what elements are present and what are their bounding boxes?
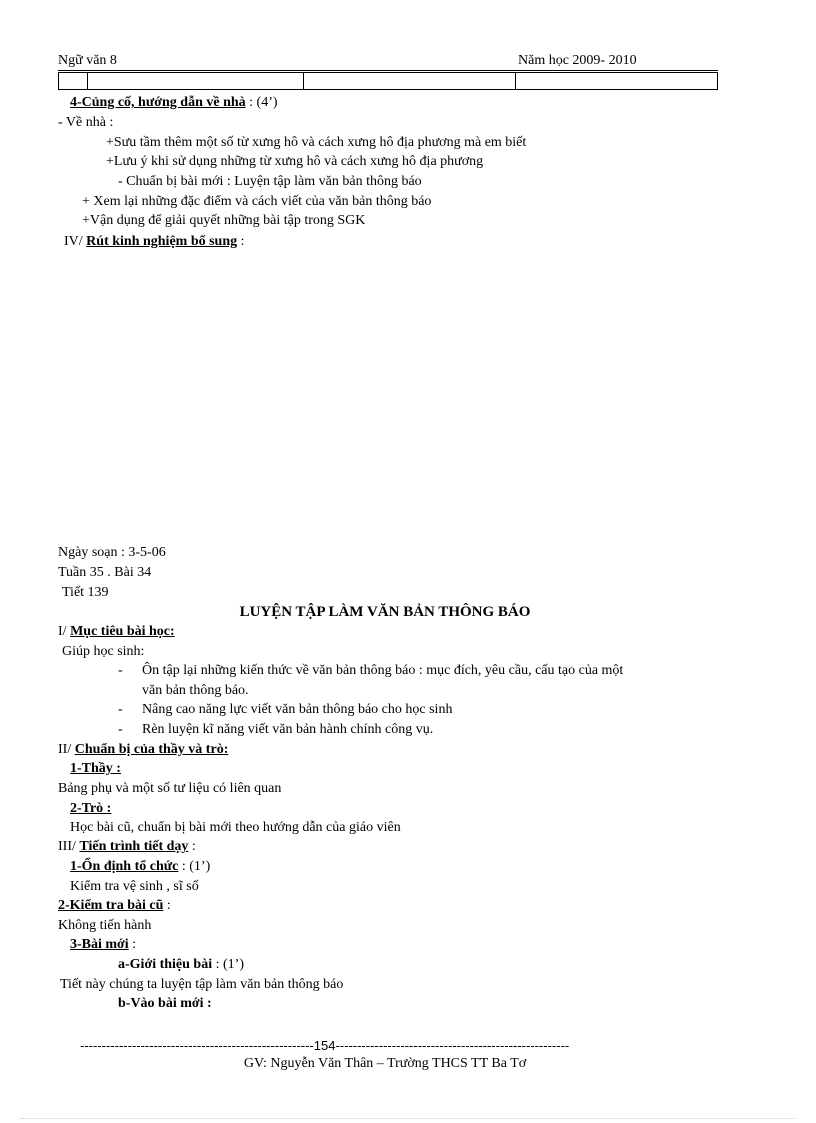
header-school-year: Năm học 2009- 2010 (518, 53, 637, 68)
consolidation-time: : (4’) (245, 95, 278, 110)
objectives-prefix: I/ (58, 624, 71, 639)
bullet: - (118, 722, 123, 737)
enter-lesson-heading: b-Vào bài mới : (118, 996, 212, 1011)
procedure-heading-line (58, 838, 196, 856)
student-heading: 2-Trò : (70, 801, 112, 816)
new-lesson-heading: 3-Bài mới (70, 937, 129, 952)
experience-line (64, 233, 245, 251)
home-label: - Về nhà : (58, 115, 114, 130)
teacher-heading: 1-Thầy : (70, 761, 121, 776)
student-text: Học bài cũ, chuẩn bị bài mới theo hướng dẫn của giáo viên (70, 820, 401, 835)
objectives-heading: Mục tiêu bài học: (70, 624, 175, 639)
procedure-prefix: III/ (58, 839, 80, 854)
stabilize-line (70, 858, 210, 876)
new-lesson-suffix: : (128, 937, 137, 952)
objective-item-continued: văn bản thông báo. (142, 683, 249, 698)
experience-heading: Rút kinh nghiệm bổ sung (86, 234, 238, 249)
home-item: +Sưu tầm thêm một số từ xưng hô và cách xưng hô địa phương mà em biết (106, 135, 527, 150)
intro-time: : (1’) (212, 957, 244, 972)
header-table-row (58, 72, 718, 90)
intro-text: Tiết này chúng ta luyện tập làm văn bản thông báo (60, 977, 344, 992)
table-cell-divider (515, 73, 516, 89)
home-item: + Xem lại những đặc điểm và cách viết của văn bản thông báo (82, 194, 432, 209)
table-cell-divider (87, 73, 88, 89)
home-item: - Chuẩn bị bài mới : Luyện tập làm văn bản thông báo (118, 174, 422, 189)
experience-suffix: : (237, 234, 245, 249)
lesson-period: Tiết 139 (62, 585, 109, 600)
teacher-text: Bảng phụ và một số tư liệu có liên quan (58, 781, 282, 796)
preparation-heading-line (58, 741, 228, 759)
lesson-title: LUYỆN TẬP LÀM VĂN BẢN THÔNG BÁO (239, 604, 531, 620)
preparation-heading: Chuẩn bị của thầy và trò: (74, 742, 229, 757)
objective-item: Ôn tập lại những kiến thức về văn bản thông báo : mục đích, yêu cầu, cấu tạo của một (142, 663, 624, 678)
procedure-suffix: : (188, 839, 196, 854)
stabilize-time: : (1’) (178, 859, 211, 874)
table-cell-divider (303, 73, 304, 89)
preparation-prefix: II/ (58, 742, 75, 757)
review-text: Không tiến hành (58, 918, 152, 933)
experience-prefix: IV/ (64, 234, 87, 249)
intro-line (118, 956, 244, 974)
lesson-date: Ngày soạn : 3-5-06 (58, 545, 166, 560)
lesson-week: Tuần 35 . Bài 34 (58, 565, 152, 580)
objective-item: Rèn luyện kĩ năng viết văn bản hành chính công vụ. (142, 722, 434, 737)
objectives-heading-line (58, 623, 175, 641)
review-heading: 2-Kiểm tra bài cũ (58, 898, 164, 913)
home-item: +Lưu ý khi sử dụng những từ xưng hô và cách xưng hô địa phương (106, 154, 484, 169)
page-bottom-edge (20, 1118, 796, 1119)
page-number-line: ------------------------------------------------------154------------------------------------------------------ (80, 1038, 570, 1053)
objective-item: Nâng cao năng lực viết văn bản thông báo cho học sinh (142, 702, 453, 717)
consolidation-heading: 4-Củng cố, hướng dẫn về nhà (70, 95, 246, 110)
header-rule (58, 70, 718, 71)
bullet: - (118, 663, 123, 678)
new-lesson-line (70, 936, 136, 954)
header-subject: Ngữ văn 8 (58, 53, 117, 68)
consolidation-line (70, 94, 278, 112)
stabilize-heading: 1-Ổn định tổ chức (70, 859, 179, 874)
intro-heading: a-Giới thiệu bài (118, 957, 213, 972)
stabilize-text: Kiểm tra vệ sinh , sĩ số (70, 879, 199, 894)
review-suffix: : (163, 898, 171, 913)
review-line (58, 897, 171, 915)
bullet: - (118, 702, 123, 717)
home-item: +Vận dụng để giải quyết những bài tập trong SGK (82, 213, 366, 228)
procedure-heading: Tiến trình tiết dạy (79, 839, 189, 854)
objectives-intro: Giúp học sinh: (62, 644, 145, 659)
footer-teacher: GV: Nguyễn Văn Thân – Trường THCS TT Ba Tơ (243, 1056, 527, 1071)
